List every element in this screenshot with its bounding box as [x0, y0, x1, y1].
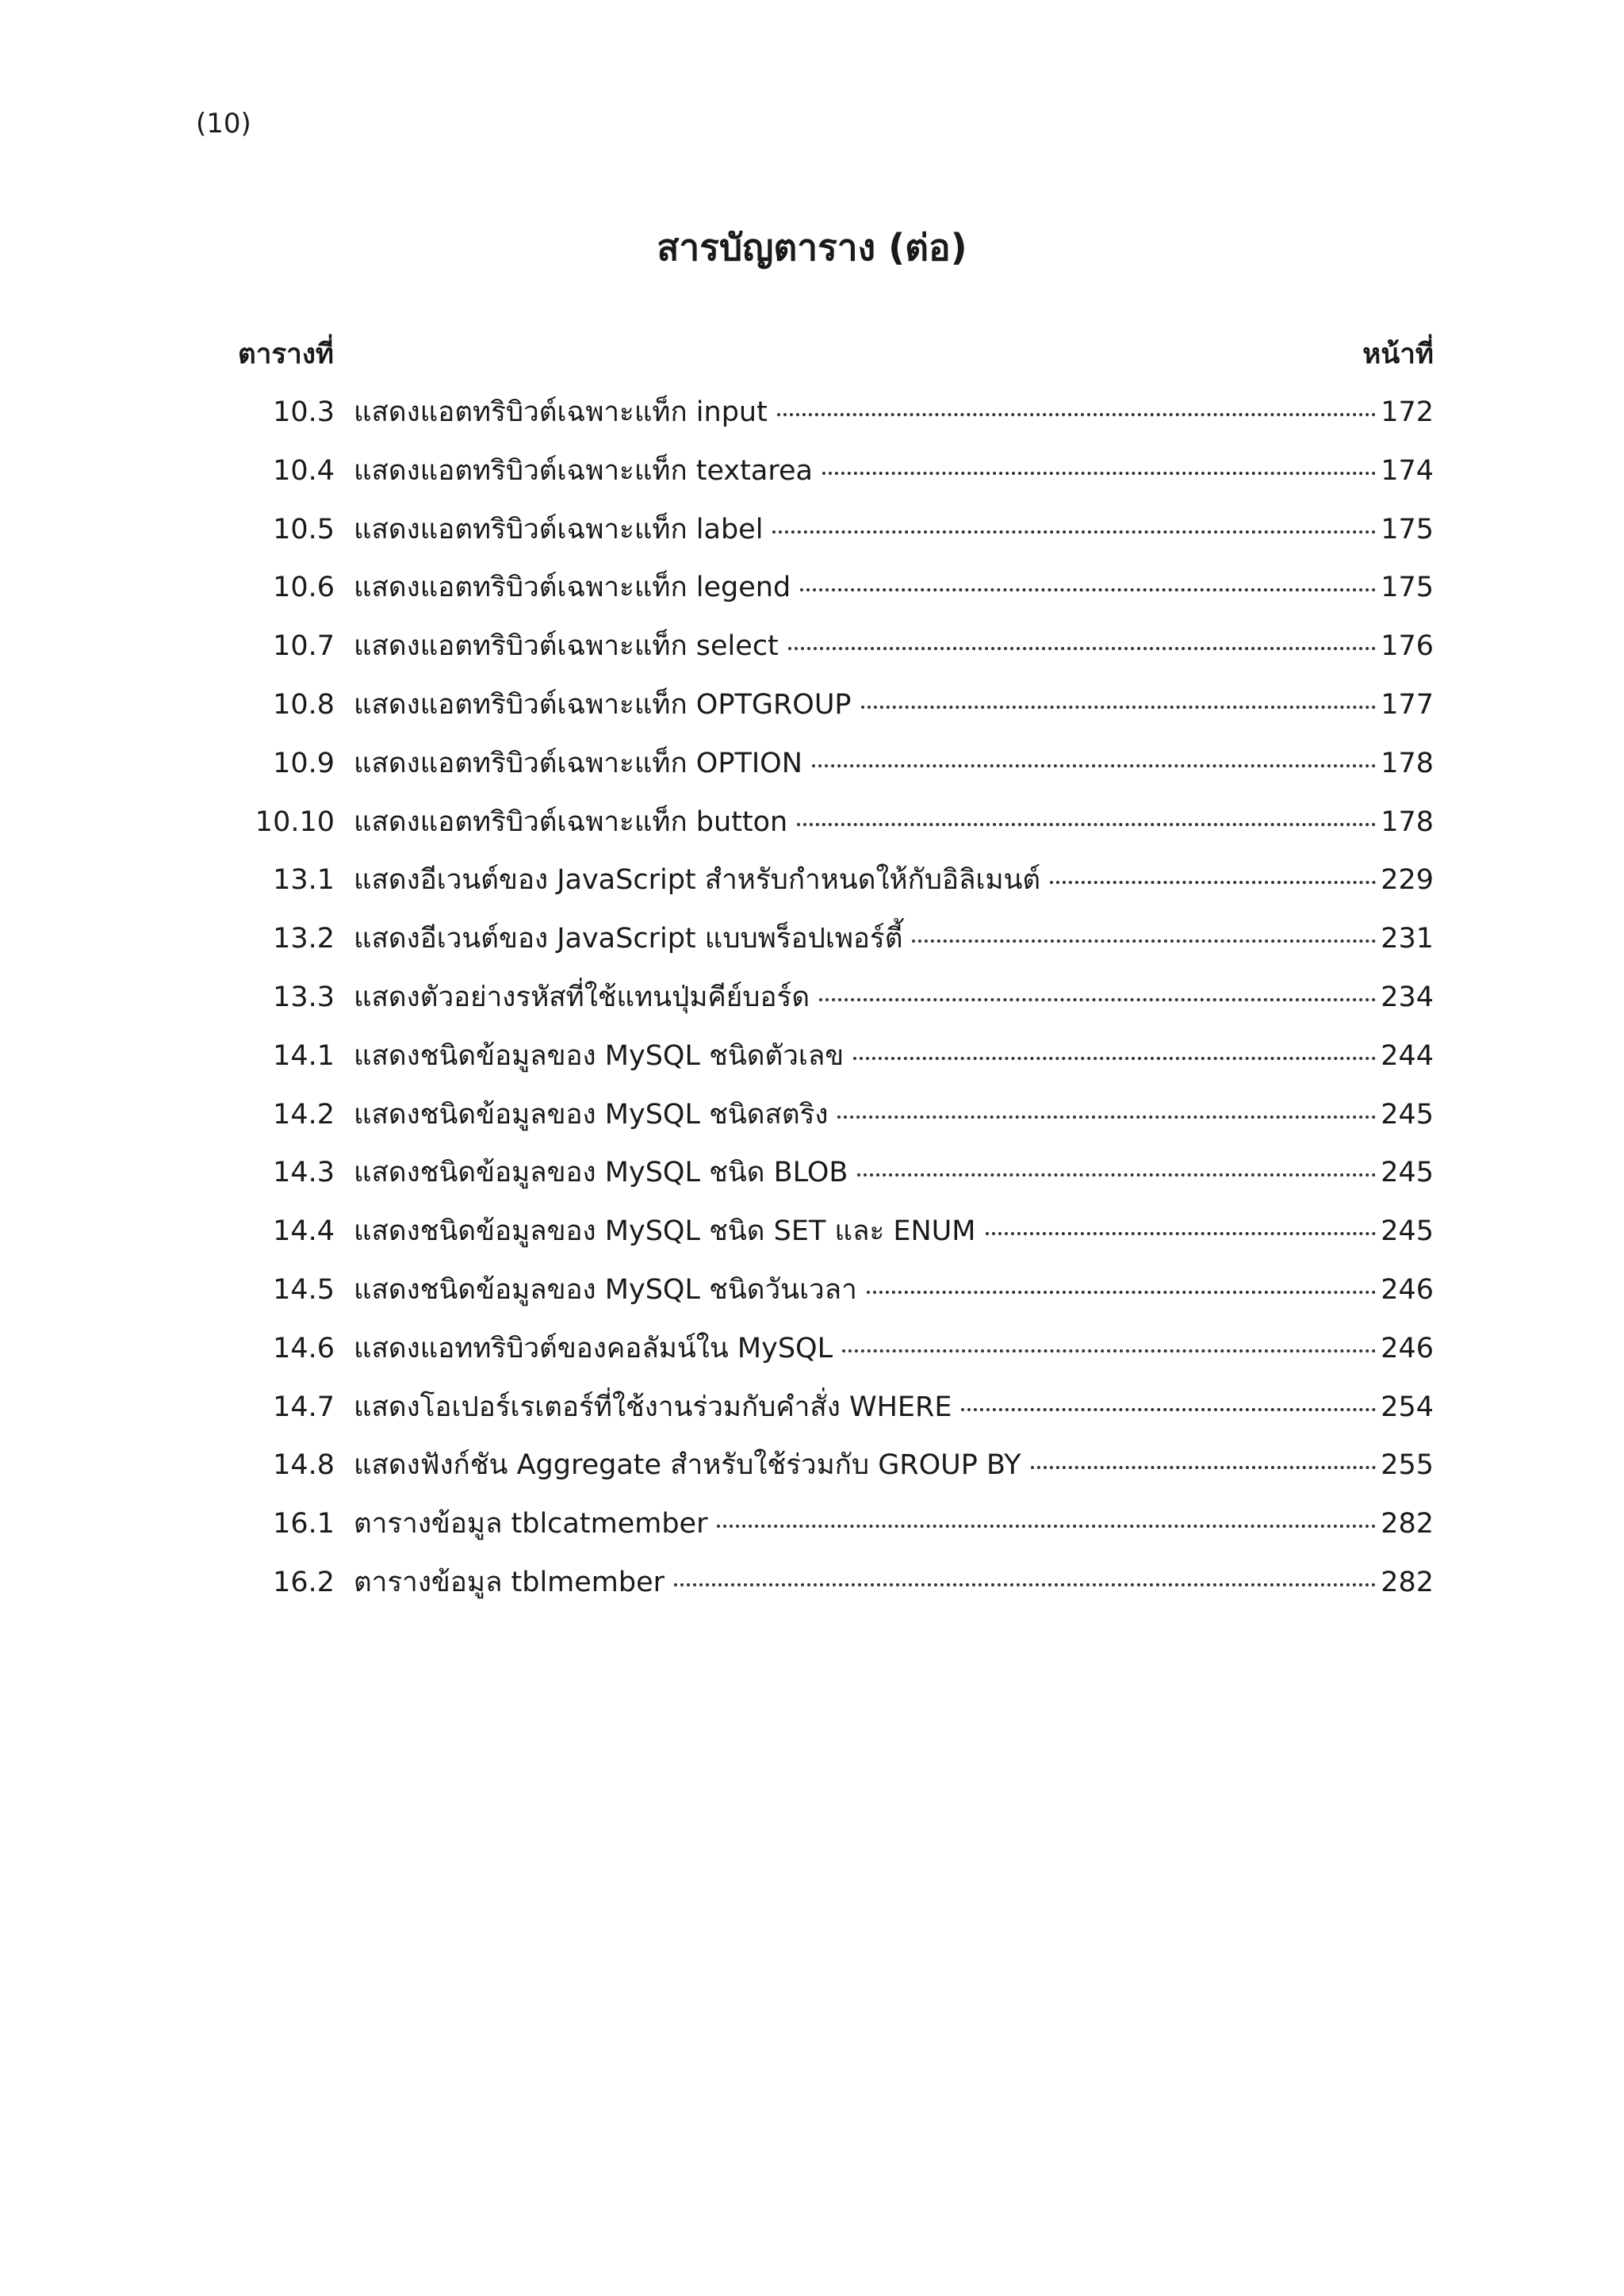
toc-dot-leader: [1031, 1466, 1377, 1469]
toc-dot-leader: [800, 588, 1376, 591]
toc-entry-number: 14.1: [273, 1039, 335, 1072]
toc-entry-number: 13.3: [273, 981, 335, 1013]
toc-entry-page: 245: [1381, 1098, 1434, 1131]
toc-entry-page: 234: [1381, 981, 1434, 1013]
toc-entry: [238, 1503, 1434, 1562]
toc-entry-page: 172: [1381, 396, 1434, 428]
toc-entry-number: 14.6: [273, 1332, 335, 1364]
toc-entry-number: 14.2: [273, 1098, 335, 1131]
toc-entry-number: 10.4: [273, 454, 335, 487]
toc-dot-leader: [674, 1583, 1376, 1586]
toc-header: [238, 335, 1434, 373]
toc-header-table-label: ตารางที่: [238, 338, 334, 370]
toc-entry-number: 16.1: [273, 1508, 335, 1540]
toc-entry-page: 254: [1381, 1391, 1434, 1423]
toc-dot-leader: [788, 647, 1376, 650]
toc-entry-number: 14.8: [273, 1449, 335, 1482]
toc-dot-leader: [986, 1232, 1377, 1235]
toc-entry-title: แสดงโอเปอร์เรเตอร์ที่ใช้งานร่วมกับคำสั่ง WHERE: [354, 1391, 952, 1423]
toc-dot-leader: [772, 530, 1376, 534]
toc-entry-number: 10.9: [273, 747, 335, 779]
toc-entry-number: 14.3: [273, 1157, 335, 1189]
toc-entry-title: แสดงชนิดข้อมูลของ MySQL ชนิด BLOB: [354, 1157, 848, 1189]
toc-entry-page: 245: [1381, 1215, 1434, 1248]
toc-entry-page: 282: [1381, 1508, 1434, 1540]
toc-entry-title: แสดงแอตทริบิวต์เฉพาะแท็ก button: [354, 806, 788, 838]
toc-entry-title: แสดงแอตทริบิวต์เฉพาะแท็ก OPTGROUP: [354, 688, 852, 721]
toc-dot-leader: [812, 764, 1376, 767]
toc-entry-page: 246: [1381, 1332, 1434, 1364]
toc-entry-title: แสดงอีเวนต์ของ JavaScript สำหรับกำหนดให้กับอิลิเมนต์: [354, 864, 1041, 897]
toc-entry: [238, 1094, 1434, 1153]
toc-entry: [238, 1211, 1434, 1269]
toc-entry: [238, 1445, 1434, 1503]
toc-entry-number: 10.8: [273, 688, 335, 721]
toc-list: [238, 392, 1434, 1621]
toc-entry-title: แสดงชนิดข้อมูลของ MySQL ชนิดสตริง: [354, 1098, 829, 1131]
toc-entry-page: 245: [1381, 1157, 1434, 1189]
toc-entry-number: 14.7: [273, 1391, 335, 1423]
toc-entry-number: 10.6: [273, 572, 335, 604]
toc-dot-leader: [822, 472, 1376, 475]
toc-entry-title: ตารางข้อมูล tblcatmember: [354, 1508, 708, 1540]
toc-entry-title: แสดงตัวอย่างรหัสที่ใช้แทนปุ่มคีย์บอร์ด: [354, 981, 810, 1013]
toc-entry-number: 16.2: [273, 1566, 335, 1598]
toc-entry: [238, 684, 1434, 743]
toc-dot-leader: [861, 706, 1377, 709]
toc-dot-leader: [853, 1057, 1376, 1060]
toc-entry-title: แสดงฟังก์ชัน Aggregate สำหรับใช้ร่วมกับ GROUP BY: [354, 1449, 1021, 1482]
toc-dot-leader: [717, 1525, 1376, 1528]
toc-entry: [238, 509, 1434, 568]
toc-entry-page: 244: [1381, 1039, 1434, 1072]
toc-dot-leader: [857, 1173, 1376, 1177]
toc-entry-title: ตารางข้อมูล tblmember: [354, 1566, 665, 1598]
toc-dot-leader: [961, 1408, 1376, 1411]
toc-entry-title: แสดงอีเวนต์ของ JavaScript แบบพร็อปเพอร์ตี้: [354, 923, 903, 955]
toc-entry-title: แสดงแอททริบิวต์ของคอลัมน์ใน MySQL: [354, 1332, 833, 1364]
toc-entry-title: แสดงชนิดข้อมูลของ MySQL ชนิด SET และ ENUM: [354, 1215, 976, 1248]
toc-entry-title: แสดงแอตทริบิวต์เฉพาะแท็ก textarea: [354, 454, 813, 487]
toc-entry: [238, 859, 1434, 918]
toc-entry-page: 282: [1381, 1566, 1434, 1598]
toc-entry-page: 176: [1381, 630, 1434, 663]
toc-entry-title: แสดงแอตทริบิวต์เฉพาะแท็ก input: [354, 396, 768, 428]
document-title: สารบัญตาราง (ต่อ): [657, 226, 967, 269]
toc-entry-page: 178: [1381, 747, 1434, 779]
toc-entry-number: 10.3: [273, 396, 335, 428]
toc-entry-title: แสดงแอตทริบิวต์เฉพาะแท็ก legend: [354, 572, 791, 604]
toc-dot-leader: [912, 939, 1376, 943]
toc-entry-page: 246: [1381, 1273, 1434, 1306]
toc-dot-leader: [837, 1115, 1376, 1119]
toc-entry: [238, 1328, 1434, 1387]
toc-entry: [238, 918, 1434, 977]
toc-entry: [238, 743, 1434, 802]
toc-entry-page: 177: [1381, 688, 1434, 721]
toc-entry-number: 14.5: [273, 1273, 335, 1306]
toc-entry: [238, 567, 1434, 626]
toc-header-page-label: หน้าที่: [1362, 338, 1434, 370]
page-number: (10): [196, 108, 251, 140]
toc-entry-number: 14.4: [273, 1215, 335, 1248]
toc-dot-leader: [867, 1291, 1376, 1294]
toc-entry: [238, 1269, 1434, 1328]
toc-dot-leader: [1050, 881, 1376, 884]
toc-dot-leader: [819, 998, 1376, 1001]
toc-entry: [238, 450, 1434, 509]
toc-entry-title: แสดงแอตทริบิวต์เฉพาะแท็ก select: [354, 630, 779, 663]
toc-entry-title: แสดงแอตทริบิวต์เฉพาะแท็ก OPTION: [354, 747, 802, 779]
toc-entry-number: 13.2: [273, 923, 335, 955]
toc-entry-title: แสดงชนิดข้อมูลของ MySQL ชนิดตัวเลข: [354, 1039, 845, 1072]
toc-entry: [238, 1152, 1434, 1211]
toc-entry-number: 10.7: [273, 630, 335, 663]
toc-entry-title: แสดงแอตทริบิวต์เฉพาะแท็ก label: [354, 513, 764, 545]
toc-entry-number: 10.5: [273, 513, 335, 545]
toc-entry-page: 255: [1381, 1449, 1434, 1482]
toc-entry-page: 175: [1381, 513, 1434, 545]
toc-entry: [238, 1387, 1434, 1445]
toc-dot-leader: [777, 413, 1376, 416]
toc-entry: [238, 626, 1434, 684]
toc-entry: [238, 392, 1434, 450]
toc-entry-page: 174: [1381, 454, 1434, 487]
toc-entry: [238, 802, 1434, 860]
toc-entry-number: 10.10: [255, 806, 335, 838]
toc-entry-title: แสดงชนิดข้อมูลของ MySQL ชนิดวันเวลา: [354, 1273, 857, 1306]
toc-entry-page: 231: [1381, 923, 1434, 955]
toc-entry: [238, 1562, 1434, 1621]
toc-dot-leader: [842, 1349, 1376, 1353]
toc-entry-page: 178: [1381, 806, 1434, 838]
toc-entry-page: 229: [1381, 864, 1434, 897]
toc-entry-number: 13.1: [273, 864, 335, 897]
toc-entry-page: 175: [1381, 572, 1434, 604]
toc-entry: [238, 1035, 1434, 1094]
toc-dot-leader: [797, 823, 1376, 826]
toc-entry: [238, 977, 1434, 1035]
